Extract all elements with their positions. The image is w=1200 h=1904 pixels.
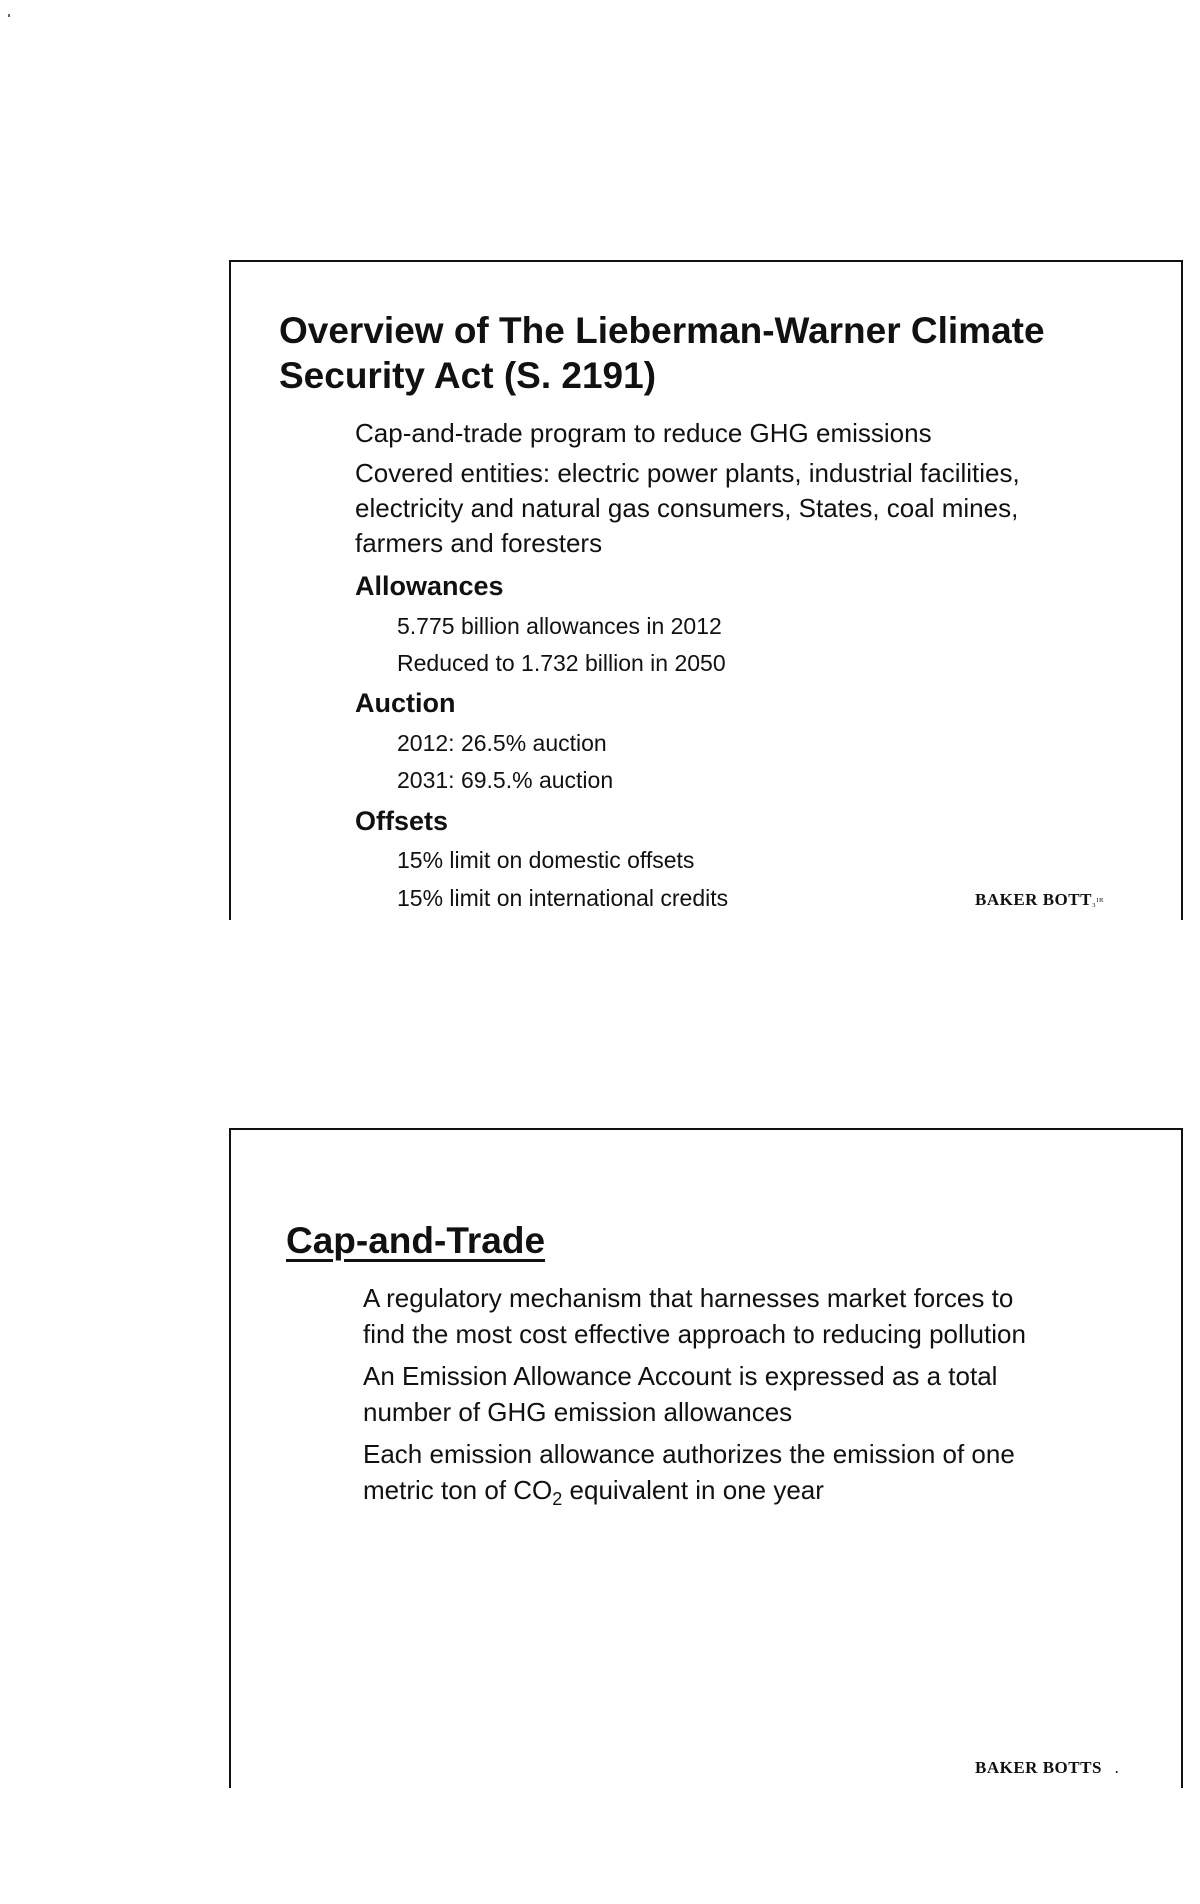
slide-2-line: number of GHG emission allowances (363, 1397, 793, 1427)
slide-1-bullet: farmers and foresters (355, 528, 603, 558)
slide-2-line: find the most cost effective approach to reducing pollution (363, 1319, 1026, 1349)
section-item: 2012: 26.5% auction (397, 730, 607, 756)
slide-2-title: Cap-and-Trade (286, 1220, 546, 1261)
logo-text: BAKER BOTT (975, 890, 1092, 909)
slide-2-right-border (1181, 1128, 1183, 1788)
slide-2-line-co2 (363, 1473, 824, 1517)
logo-suffix: ₃ᴵᴿ (1091, 896, 1104, 908)
logo-dot: . (1114, 1758, 1120, 1777)
line-text-pre: metric ton of CO (363, 1475, 553, 1505)
line-text-post: equivalent in one year (562, 1475, 824, 1505)
slide-2 (0, 1100, 1200, 1900)
slide-1-right-border (1181, 260, 1183, 920)
slide-2-line: Each emission allowance authorizes the emission of one (363, 1439, 1015, 1469)
slide-1-top-border (229, 260, 1183, 262)
baker-botts-logo (975, 1758, 1119, 1778)
slide-2-line: An Emission Allowance Account is expressed as a total (363, 1361, 998, 1391)
slide-2-top-border (229, 1128, 1183, 1130)
section-item: 15% limit on domestic offsets (397, 847, 695, 873)
section-heading-auction: Auction (355, 688, 456, 718)
slide-1 (0, 0, 1200, 930)
slide-1-title-line-1: Overview of The Lieberman-Warner Climate (279, 310, 1045, 351)
section-heading-allowances: Allowances (355, 571, 504, 601)
slide-1-left-border (229, 260, 231, 920)
baker-botts-logo (975, 890, 1104, 910)
section-item: 5.775 billion allowances in 2012 (397, 613, 722, 639)
slide-2-line: A regulatory mechanism that harnesses market forces to (363, 1283, 1014, 1313)
section-item: Reduced to 1.732 billion in 2050 (397, 650, 726, 676)
slide-1-bullet: Covered entities: electric power plants, industrial facilities, (355, 458, 1020, 488)
slide-1-bullet: Cap-and-trade program to reduce GHG emissions (355, 418, 932, 448)
section-heading-offsets: Offsets (355, 806, 449, 836)
slide-1-bullet: electricity and natural gas consumers, States, coal mines, (355, 493, 1019, 523)
section-item: 15% limit on international credits (397, 885, 729, 911)
section-item: 2031: 69.5.% auction (397, 767, 614, 793)
co2-subscript: 2 (552, 1489, 563, 1510)
logo-text: BAKER BOTTS (975, 1758, 1102, 1777)
slide-2-left-border (229, 1128, 231, 1788)
slide-1-title-line-2: Security Act (S. 2191) (279, 355, 657, 396)
